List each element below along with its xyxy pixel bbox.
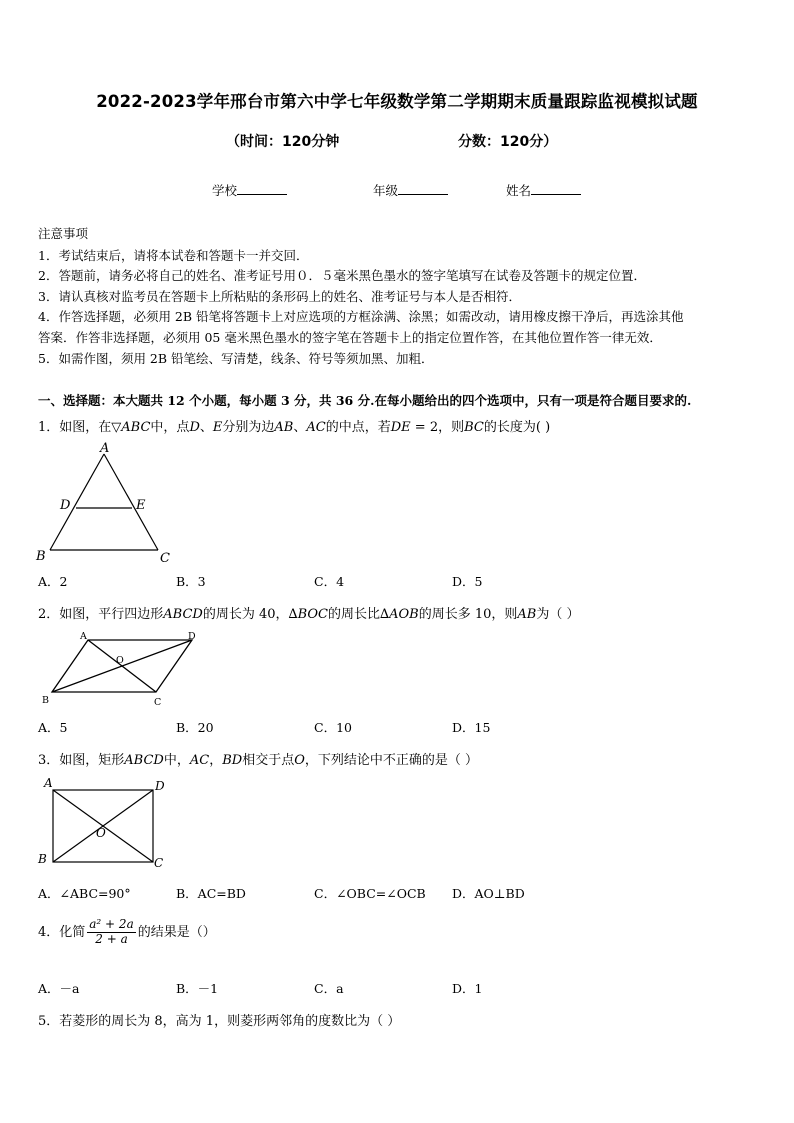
- q2-option-d[interactable]: D．15: [452, 720, 491, 735]
- q1-option-b[interactable]: B．3: [176, 574, 206, 589]
- q3-label-d: D: [155, 779, 165, 793]
- exam-score: 分数：120分）: [458, 134, 558, 150]
- note-item-5: 5．如需作图，须用 2B 铅笔绘、写清楚，线条、符号等须加黑、加粗．: [38, 351, 434, 366]
- question-4: 4．化简 $\frac{\text{a² + 2a}}{2 + a}$ 的结果是（）: [38, 917, 216, 946]
- note-item-1: 1．考试结束后，请将本试卷和答题卡一并交回．: [38, 248, 309, 263]
- note-item-3: 3．请认真核对监考员在答题卡上所粘贴的条形码上的姓名、准考证号与本人是否相符．: [38, 289, 521, 304]
- q3-option-a[interactable]: A．∠ABC=90°: [38, 886, 131, 901]
- exam-time: （时间：120分钟: [226, 134, 340, 150]
- question-5: 5．若菱形的周长为 8，高为 1，则菱形两邻角的度数比为（ ）: [38, 1014, 401, 1029]
- q2-label-c: C: [154, 697, 162, 708]
- note-item-4: 4．作答选择题，必须用 2B 铅笔将答题卡上对应选项的方框涂满、涂黑；如需改动，请用橡皮擦干净后，再选涂其他: [38, 309, 684, 324]
- grade-blank: [398, 182, 448, 195]
- q4-fraction: [87, 918, 135, 947]
- q4-option-c[interactable]: C．a: [314, 981, 344, 996]
- q1-label-b: B: [36, 549, 46, 564]
- q1-label-a: A: [100, 441, 110, 456]
- name-label: 姓名: [506, 183, 532, 198]
- grade-label: 年级: [373, 183, 399, 198]
- q2-option-b[interactable]: B．20: [176, 720, 214, 735]
- q3-label-c: C: [154, 856, 164, 870]
- q1-option-c[interactable]: C．4: [314, 574, 345, 589]
- notes-heading: 注意事项: [38, 226, 89, 241]
- q1-option-d[interactable]: D．5: [452, 574, 483, 589]
- q2-option-c[interactable]: C．10: [314, 720, 352, 735]
- q2-diagonal-bd: [52, 640, 192, 692]
- q3-option-b[interactable]: B．AC=BD: [176, 886, 246, 901]
- name-field: [506, 181, 581, 199]
- note-item-2: 2．答题前，请务必将自己的姓名、准考证号用０．５毫米黑色墨水的签字笔填写在试卷及答题卡的规定位置．: [38, 268, 646, 283]
- note-item-4-cont: 答案．作答非选择题，必须用 05 毫米黑色墨水的签字笔在答题卡上的指定位置作答，在其他位置作答一律无效．: [38, 330, 662, 345]
- q4-option-b[interactable]: B．－1: [176, 981, 219, 996]
- q4-denominator: 2 + a: [95, 931, 128, 946]
- q3-label-a: A: [44, 776, 53, 790]
- q3-rectangle-figure: [34, 774, 174, 870]
- q2-option-a[interactable]: A．5: [38, 720, 68, 735]
- q2-parallelogram-figure: [36, 628, 206, 710]
- q1-label-e: E: [136, 498, 146, 513]
- q1-label-d: D: [60, 498, 71, 513]
- q3-option-d[interactable]: D．AO⊥BD: [452, 886, 525, 901]
- q2-label-b: B: [42, 695, 49, 706]
- q3-option-c[interactable]: C．∠OBC=∠OCB: [314, 886, 426, 901]
- exam-title: 2022-2023学年邢台市第六中学七年级数学第二学期期末质量跟踪监视模拟试题: [96, 92, 698, 111]
- school-label: 学校: [212, 183, 238, 198]
- question-1: 1．如图，在▽ABC中，点D、E分别为边AB、AC的中点，若DE = 2，则BC的长度为( ): [38, 420, 551, 435]
- q2-label-d: D: [188, 631, 196, 642]
- name-blank: [531, 182, 581, 195]
- q3-label-o: O: [96, 826, 106, 840]
- school-blank: [237, 182, 287, 195]
- q1-label-c: C: [160, 551, 170, 566]
- triangle-symbol: ▽: [111, 420, 122, 435]
- q2-label-a: A: [80, 631, 87, 642]
- q3-label-b: B: [38, 852, 47, 866]
- section-heading: 一、选择题：本大题共 12 个小题，每小题 3 分，共 36 分.在每小题给出的四个选项中，只有一项是符合题目要求的.: [38, 393, 692, 408]
- q2-label-o: O: [116, 655, 124, 666]
- q1-side-ac: [104, 454, 158, 550]
- q4-option-d[interactable]: D．1: [452, 981, 483, 996]
- school-field: [212, 181, 287, 199]
- q4-numerator: a² + 2a: [89, 917, 134, 931]
- question-3: 3．如图，矩形ABCD中，AC，BD相交于点O，下列结论中不正确的是（ ）: [38, 753, 479, 768]
- grade-field: [373, 181, 448, 199]
- q4-option-a[interactable]: A．－a: [38, 981, 80, 996]
- question-2: 2．如图，平行四边形ABCD的周长为 40，∆BOC的周长比∆AOB的周长多 10，则AB为（ ）: [38, 607, 580, 622]
- q1-side-ab: [50, 454, 104, 550]
- q1-option-a[interactable]: A．2: [38, 574, 68, 589]
- q1-triangle-figure: [30, 438, 190, 570]
